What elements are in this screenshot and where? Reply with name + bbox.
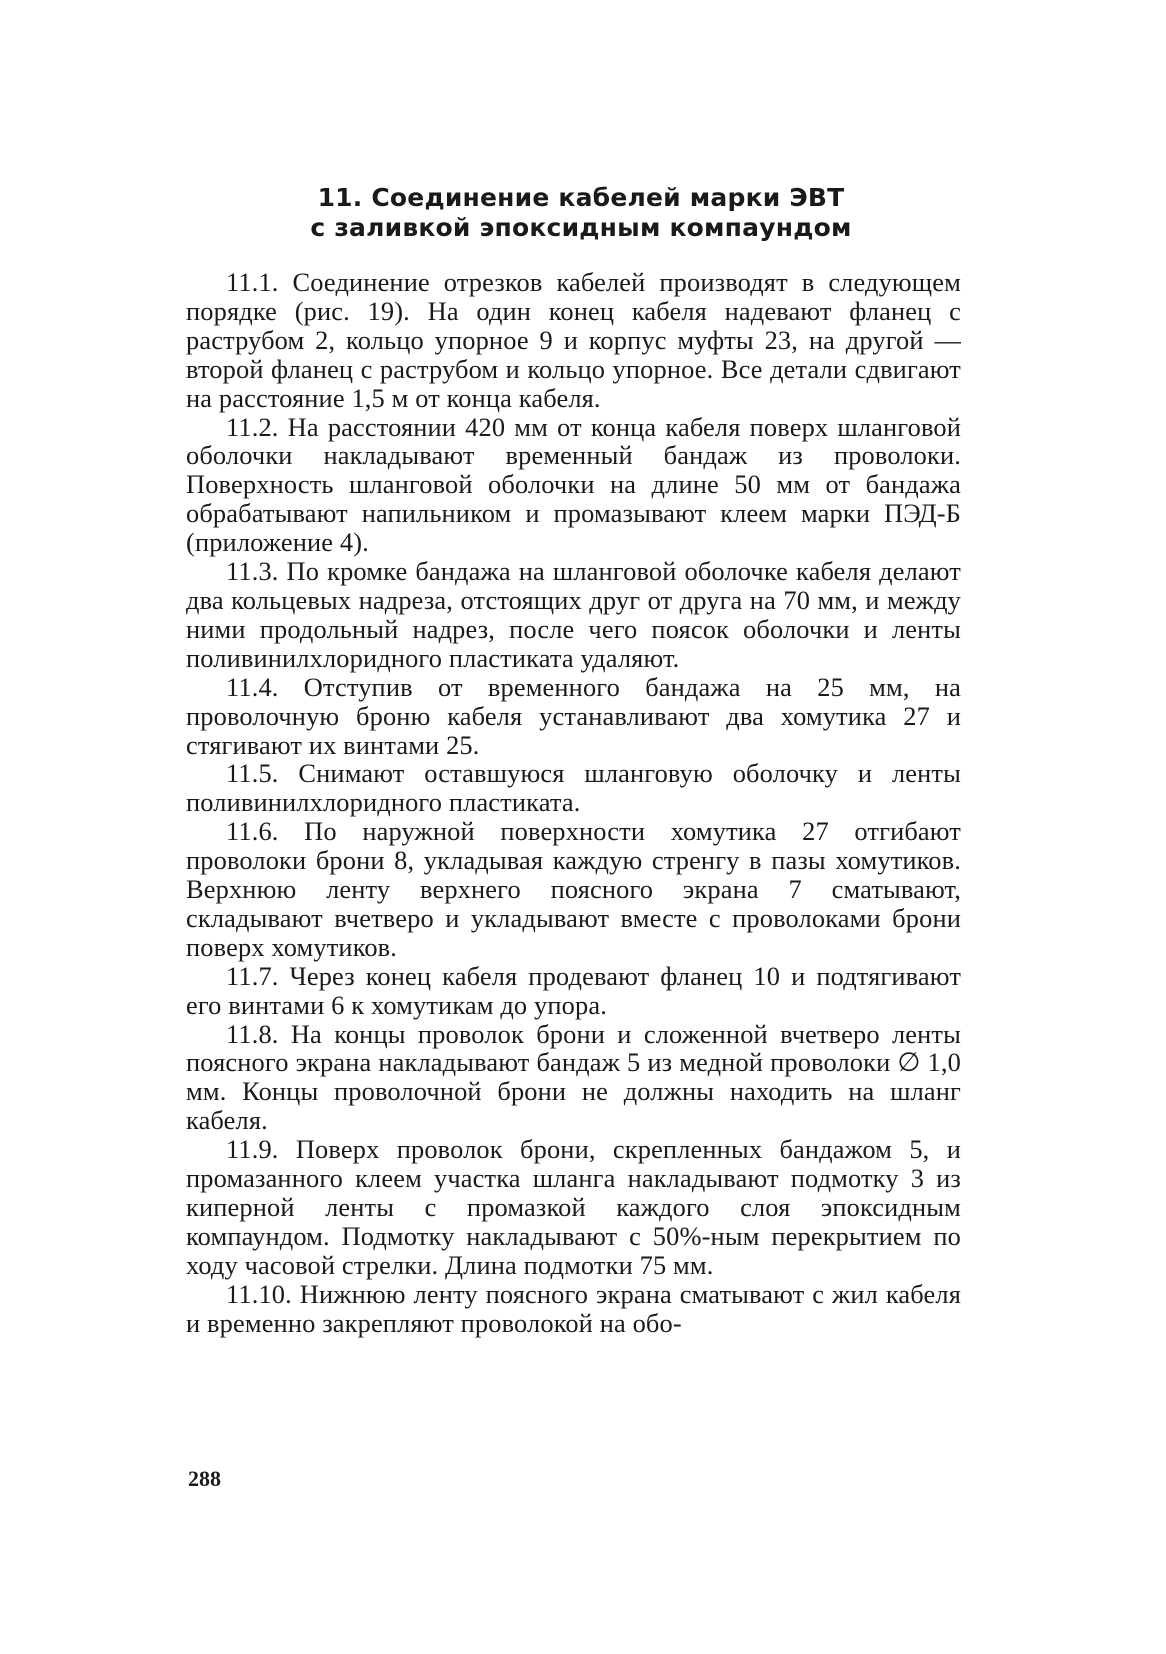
paragraph-11-10: 11.10. Нижнюю ленту поясного экрана сматывают с жил кабеля и временно закрепляют проволокой на обо- (186, 1278, 961, 1338)
paragraph-11-8: 11.8. На концы проволок брони и сложенной вчетверо ленты поясного экрана накладывают бандаж 5 из медной проволоки ∅ 1,0 мм. Концы проволочной брони не должны находить на шланг кабеля. (186, 1018, 961, 1136)
paragraph-11-4: 11.4. Отступив от временного бандажа на 25 мм, на проволочную броню кабеля устанавливают два хомутика 27 и стягивают их винтами 25. (186, 671, 961, 760)
paragraph-11-3: 11.3. По кромке бандажа на шланговой оболочке кабеля делают два кольцевых надреза, отстоящих друг от друга на 70 мм, и между ними продольный надрез, после чего поясок оболочки и ленты поливинилхлоридного пластиката удаляют. (186, 556, 961, 673)
paragraph-11-1: 11.1. Соединение отрезков кабелей производят в следующем порядке (рис. 19). На один конец кабеля надевают фланец с раструбом 2, кольцо упорное 9 и корпус муфты 23, на другой — второй фланец с раструбом и кольцо упорное. Все детали сдвигают на расстояние 1,5 м от конца кабеля. (186, 267, 961, 413)
paragraph-11-6: 11.6. По наружной поверхности хомутика 27 отгибают проволоки брони 8, укладывая каждую стренгу в пазы хомутиков. Верхнюю ленту верхнего поясного экрана 7 сматывают, складывают вчетверо и укладывают вместе с проволоками брони поверх хомутиков. (186, 816, 961, 962)
section-heading (186, 183, 976, 243)
page-number: 288 (188, 1466, 221, 1491)
heading-line-1: 11. Соединение кабелей марки ЭВТ (317, 183, 845, 212)
paragraph-11-9: 11.9. Поверх проволок брони, скрепленных бандажом 5, и промазанного клеем участка шланга накладывают подмотку 3 из киперной ленты с промазкой каждого слоя эпоксидным компаундом. Подмотку накладывают с 50%-ным перекрытием по ходу часовой стрелки. Длина подмотки 75 мм. (186, 1134, 961, 1280)
paragraph-11-2: 11.2. На расстоянии 420 мм от конца кабеля поверх шланговой оболочки накладывают временный бандаж из проволоки. Поверхность шланговой оболочки на длине 50 мм от бандажа обрабатывают напильником и промазывают клеем марки ПЭД-Б (приложение 4). (186, 411, 961, 558)
paragraph-11-5: 11.5. Снимают оставшуюся шланговую оболочку и ленты поливинилхлоридного пластиката. (186, 758, 961, 818)
paragraph-11-7: 11.7. Через конец кабеля продевают фланец 10 и подтягивают его винтами 6 к хомутикам до упора. (186, 960, 961, 1020)
heading-line-2: с заливкой эпоксидным компаундом (310, 213, 852, 242)
body-text (186, 268, 961, 1338)
